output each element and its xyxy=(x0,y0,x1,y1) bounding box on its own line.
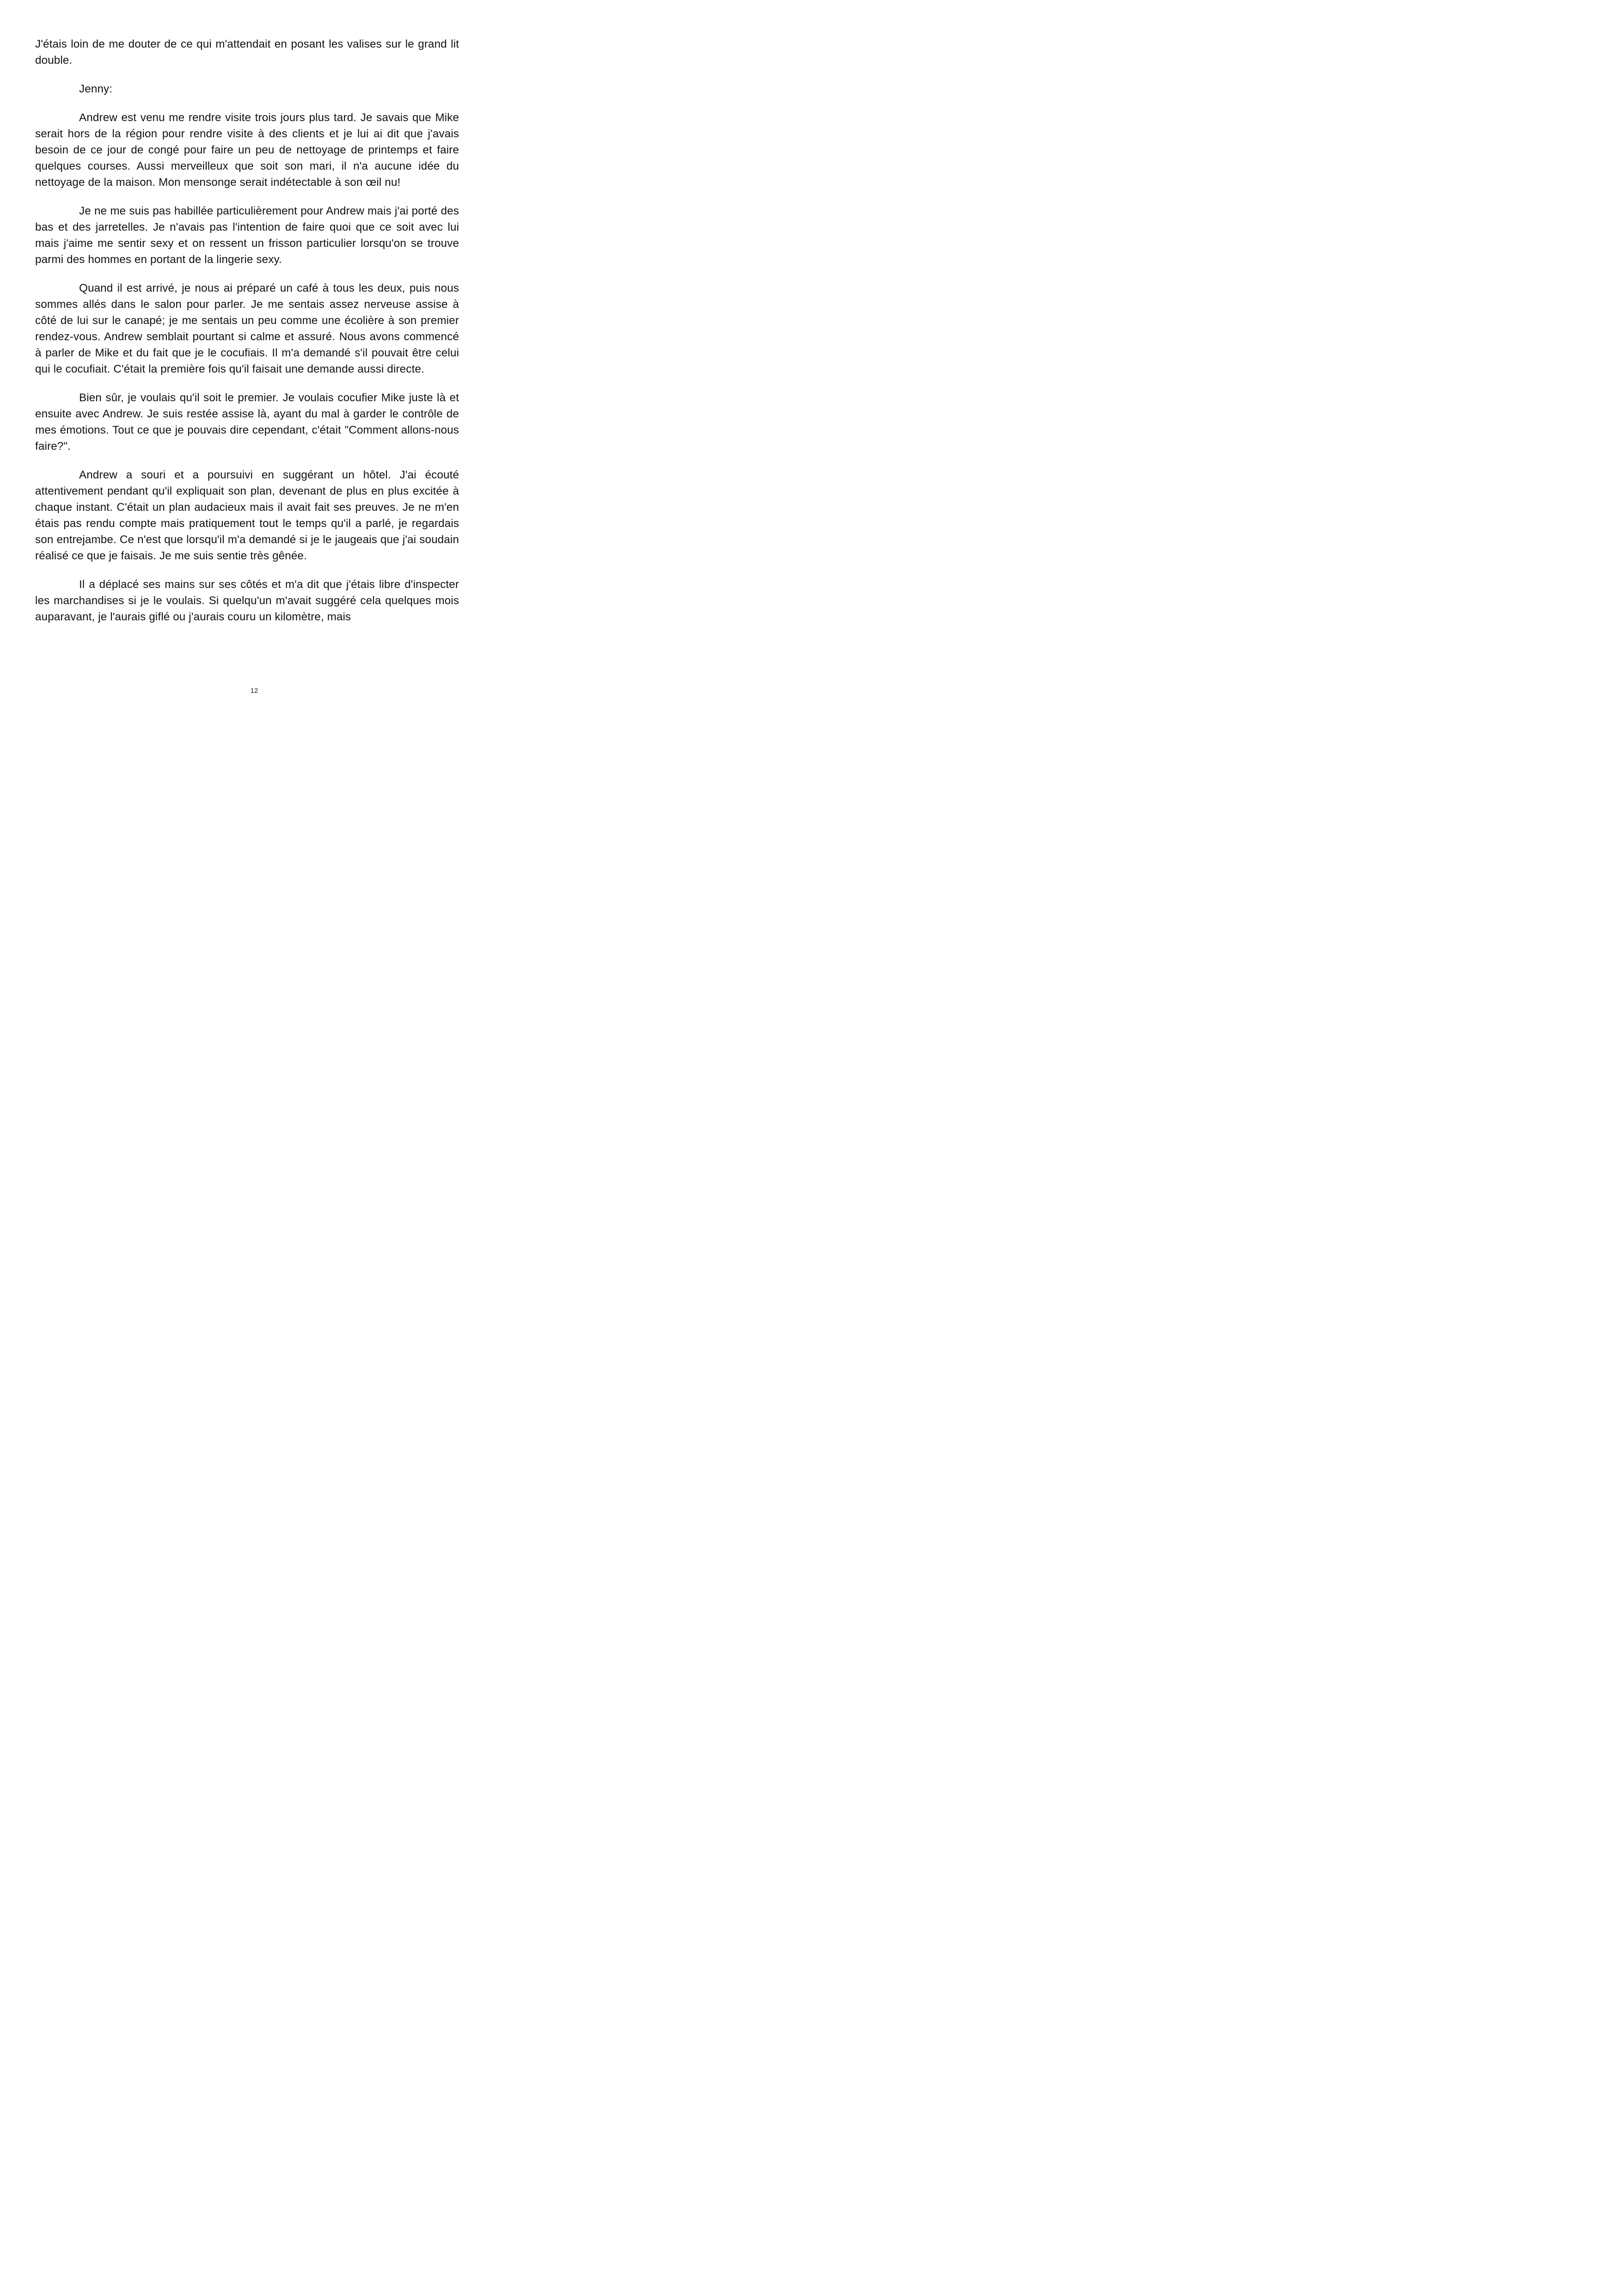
paragraph: Andrew a souri et a poursuivi en suggérant un hôtel. J'ai écouté attentivement pendant qu'il expliquait son plan, devenant de plus en plus excitée à chaque instant. C'était un plan audacieux mais il avait fait ses preuves. Je ne m'en étais pas rendu compte mais pratiquement tout le temps qu'il a parlé, je regardais son entrejambe. Ce n'est que lorsqu'il m'a demandé si je le jaugeais que j'ai soudain réalisé ce que je faisais. Je me suis sentie très gênée. xyxy=(35,469,459,562)
body-text xyxy=(35,36,459,637)
speaker-heading: Jenny: xyxy=(79,83,113,95)
paragraph: Je ne me suis pas habillée particulièrement pour Andrew mais j'ai porté des bas et des jarretelles. Je n'avais pas l'intention de faire quoi que ce soit avec lui mais j'aime me sentir sexy et on ressent un frisson particulier lorsqu'on se trouve parmi des hommes en portant de la lingerie sexy. xyxy=(35,205,459,266)
paragraph: Bien sûr, je voulais qu'il soit le premier. Je voulais cocufier Mike juste là et ensuite avec Andrew. Je suis restée assise là, ayant du mal à garder le contrôle de mes émotions. Tout ce que je pouvais dire cependant, c'était "Comment allons-nous faire?". xyxy=(35,392,459,453)
paragraph: Il a déplacé ses mains sur ses côtés et m'a dit que j'étais libre d'inspecter les marchandises si je le voulais. Si quelqu'un m'avait suggéré cela quelques mois auparavant, je l'aurais giflé ou j'aurais couru un kilomètre, mais xyxy=(35,578,459,623)
page-number: 12 xyxy=(250,687,258,695)
paragraph: Quand il est arrivé, je nous ai préparé un café à tous les deux, puis nous sommes allés dans le salon pour parler. Je me sentais assez nerveuse assise à côté de lui sur le canapé; je me sentais un peu comme une écolière à son premier rendez-vous. Andrew semblait pourtant si calme et assuré. Nous avons commencé à parler de Mike et du fait que je le cocufiais. Il m'a demandé s'il pouvait être celui qui le cocufiait. C'était la première fois qu'il faisait une demande aussi directe. xyxy=(35,282,459,375)
document-page xyxy=(0,0,509,721)
paragraph: Andrew est venu me rendre visite trois jours plus tard. Je savais que Mike serait hors de la région pour rendre visite à des clients et je lui ai dit que j'avais besoin de ce jour de congé pour faire un peu de nettoyage de printemps et faire quelques courses. Aussi merveilleux que soit son mari, il n'a aucune idée du nettoyage de la maison. Mon mensonge serait indétectable à son œil nu! xyxy=(35,111,459,189)
paragraph-opening: J'étais loin de me douter de ce qui m'attendait en posant les valises sur le grand lit double. xyxy=(35,38,459,67)
